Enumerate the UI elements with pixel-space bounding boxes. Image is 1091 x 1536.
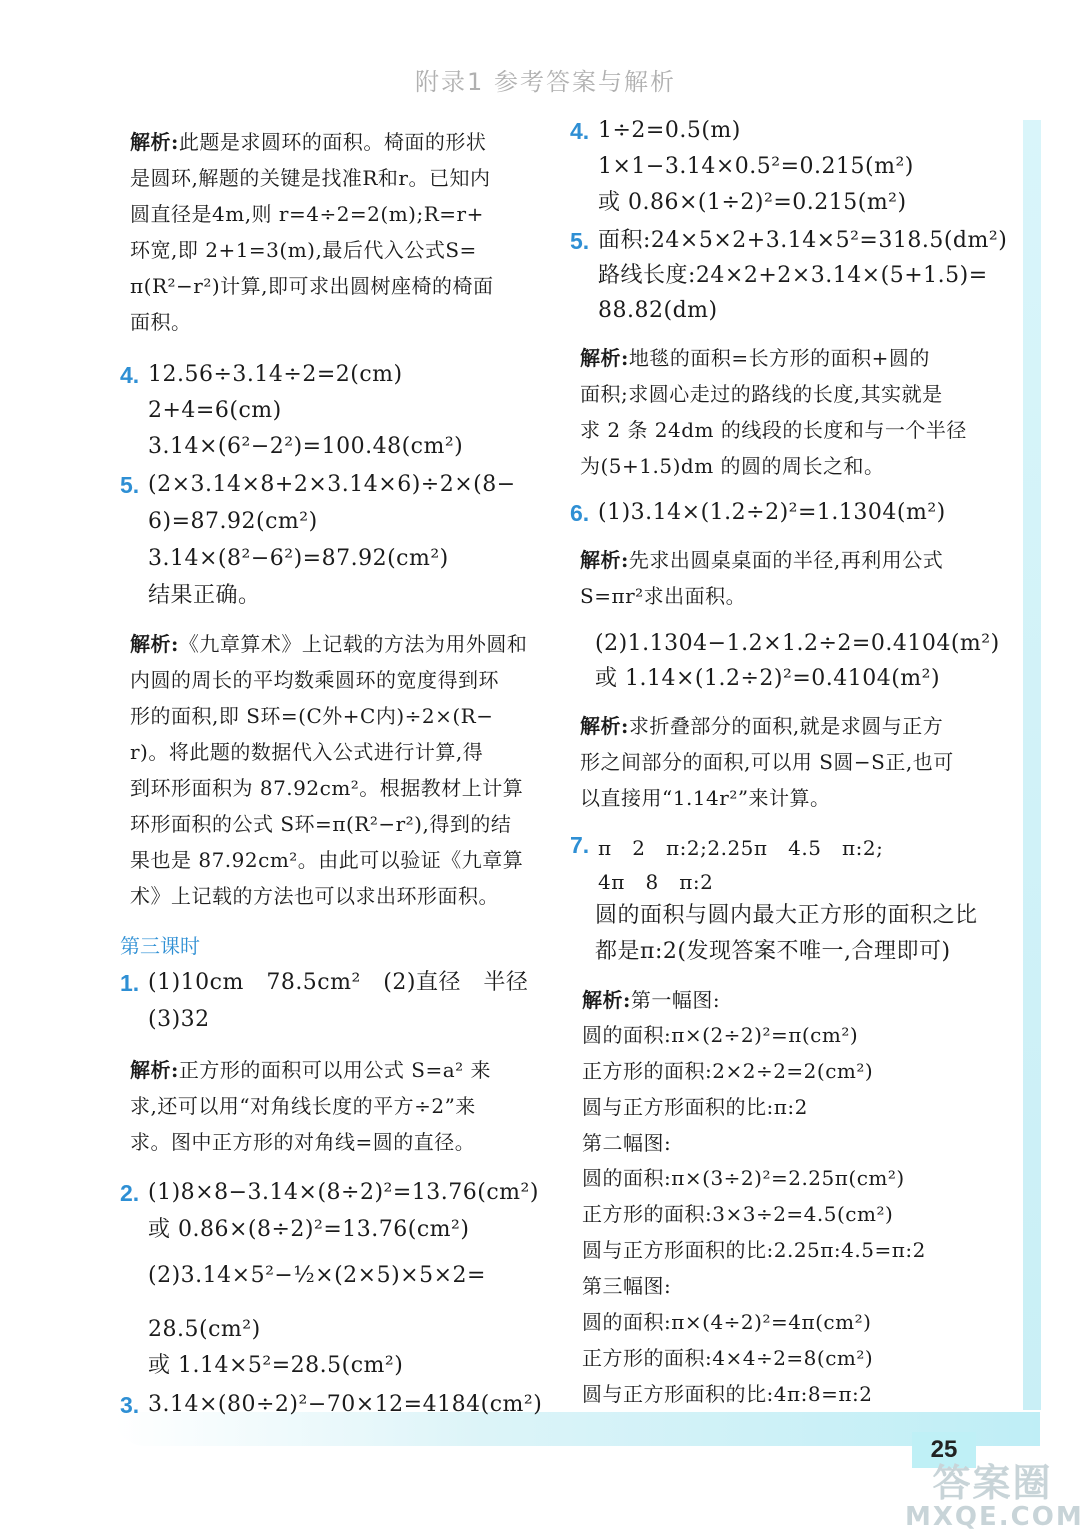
analysis-line: π(R²−r²)计算,即可求出圆树座椅的椅面	[130, 274, 494, 298]
answer-line: 3.14×(80÷2)²−70×12=4184(cm²)	[148, 1392, 543, 1417]
answer-line: π 2 π:2;2.25π 4.5 π:2;	[598, 836, 884, 860]
section-title: 第三课时	[120, 934, 200, 958]
analysis-line: 正方形的面积:4×4÷2=8(cm²)	[582, 1346, 874, 1370]
answer-line: (3)32	[148, 1007, 210, 1032]
analysis-label: 解析:	[580, 548, 629, 572]
analysis-line: 圆的面积:π×(2÷2)²=π(cm²)	[582, 1023, 859, 1047]
answer-line: 6)=87.92(cm²)	[148, 509, 318, 534]
answer-line: 28.5(cm²)	[148, 1317, 261, 1342]
analysis-line: 果也是 87.92cm²。由此可以验证《九章算	[130, 848, 524, 872]
analysis-line: 是圆环,解题的关键是找准R和r。已知内	[130, 166, 491, 190]
watermark-url: MXQE.COM	[905, 1502, 1084, 1532]
analysis-line: 形的面积,即 S环=(C外+C内)÷2×(R−	[130, 704, 494, 728]
site-watermark	[905, 1461, 1084, 1532]
answer-line: 或 1.14×(1.2÷2)²=0.4104(m²)	[595, 666, 941, 691]
answer-line: (2)1.1304−1.2×1.2÷2=0.4104(m²)	[595, 631, 1000, 656]
analysis-line: 求,还可以用“对角线长度的平方÷2”来	[130, 1094, 476, 1118]
question-number: 4.	[120, 362, 140, 388]
analysis-line: 内圆的周长的平均数乘圆环的宽度得到环	[130, 668, 499, 692]
answer-line: 都是π:2(发现答案不唯一,合理即可)	[595, 939, 951, 964]
analysis-line: 解析:正方形的面积可以用公式 S=a² 来	[130, 1058, 492, 1082]
watermark-logo-text: 答案圈	[932, 1461, 1053, 1505]
answer-line: 或 1.14×5²=28.5(cm²)	[148, 1353, 404, 1378]
analysis-label: 解析:	[580, 714, 629, 738]
analysis-line: 圆直径是4m,则 r=4÷2=2(m);R=r+	[130, 202, 484, 226]
question-number: 4.	[570, 118, 590, 144]
analysis-line: 术》上记载的方法也可以求出环形面积。	[130, 884, 499, 908]
answer-line: 结果正确。	[148, 583, 261, 608]
analysis-line: 圆与正方形面积的比:2.25π:4.5=π:2	[582, 1238, 926, 1262]
question-number: 2.	[120, 1180, 140, 1206]
analysis-line: S=πr²求出面积。	[580, 584, 747, 608]
answer-line: 1×1−3.14×0.5²=0.215(m²)	[598, 154, 914, 179]
analysis-label: 解析:	[130, 130, 179, 154]
analysis-line: 环宽,即 2+1=3(m),最后代入公式S=	[130, 238, 477, 262]
question-number: 5.	[120, 472, 140, 498]
question-number: 5.	[570, 228, 590, 254]
answer-line: 3.14×(6²−2²)=100.48(cm²)	[148, 434, 464, 459]
analysis-label: 解析:	[580, 346, 629, 370]
analysis-line: 第三幅图:	[582, 1274, 672, 1298]
analysis-line: 解析:先求出圆桌桌面的半径,再利用公式	[580, 548, 944, 572]
analysis-line: 圆的面积:π×(4÷2)²=4π(cm²)	[582, 1310, 872, 1334]
analysis-line: 解析:此题是求圆环的面积。椅面的形状	[130, 130, 487, 154]
decorative-side-band	[1023, 120, 1041, 1410]
question-number: 7.	[570, 832, 590, 858]
analysis-line: 求 2 条 24dm 的线段的长度和与一个半径	[580, 418, 967, 442]
analysis-line: r)。将此题的数据代入公式进行计算,得	[130, 740, 484, 764]
analysis-line: 圆与正方形面积的比:4π:8=π:2	[582, 1382, 873, 1406]
analysis-line: 圆的面积:π×(3÷2)²=2.25π(cm²)	[582, 1166, 905, 1190]
answer-line: 2+4=6(cm)	[148, 398, 282, 423]
answer-line: (1)8×8−3.14×(8÷2)²=13.76(cm²)	[148, 1180, 539, 1205]
answer-line: 或 0.86×(8÷2)²=13.76(cm²)	[148, 1217, 470, 1242]
answer-line: (1)3.14×(1.2÷2)²=1.1304(m²)	[598, 500, 946, 525]
analysis-line: 圆与正方形面积的比:π:2	[582, 1095, 808, 1119]
answer-line: 4π 8 π:2	[598, 870, 714, 894]
question-number: 6.	[570, 500, 590, 526]
answer-line: 88.82(dm)	[598, 298, 718, 323]
analysis-line: 解析:《九章算术》上记载的方法为用外圆和	[130, 632, 528, 656]
question-number: 1.	[120, 970, 140, 996]
answer-line: 3.14×(8²−6²)=87.92(cm²)	[148, 546, 449, 571]
analysis-line: 解析:求折叠部分的面积,就是求圆与正方	[580, 714, 944, 738]
analysis-label: 解析:	[130, 1058, 179, 1082]
page-header: 附录1 参考答案与解析	[415, 68, 676, 96]
answer-line: 面积:24×5×2+3.14×5²=318.5(dm²)	[598, 228, 1008, 253]
analysis-line: 正方形的面积:3×3÷2=4.5(cm²)	[582, 1202, 894, 1226]
answer-line: 12.56÷3.14÷2=2(cm)	[148, 362, 403, 387]
answer-line: 或 0.86×(1÷2)²=0.215(m²)	[598, 190, 907, 215]
analysis-line: 解析:第一幅图:	[582, 988, 721, 1012]
analysis-line: 环形面积的公式 S环=π(R²−r²),得到的结	[130, 812, 512, 836]
analysis-line: 到环形面积为 87.92cm²。根据教材上计算	[130, 776, 524, 800]
answer-line: 路线长度:24×2+2×3.14×(5+1.5)=	[598, 263, 988, 288]
question-number: 3.	[120, 1392, 140, 1418]
analysis-line: 面积;求圆心走过的路线的长度,其实就是	[580, 382, 943, 406]
analysis-line: 正方形的面积:2×2÷2=2(cm²)	[582, 1059, 874, 1083]
answer-line: (2)3.14×5²−½×(2×5)×5×2=	[148, 1263, 486, 1288]
answer-line: 圆的面积与圆内最大正方形的面积之比	[595, 903, 978, 928]
answer-line: (2×3.14×8+2×3.14×6)÷2×(8−	[148, 472, 516, 497]
answer-line: 1÷2=0.5(m)	[598, 118, 741, 143]
analysis-label: 解析:	[582, 988, 631, 1012]
analysis-line: 为(5+1.5)dm 的圆的周长之和。	[580, 454, 885, 478]
analysis-label: 解析:	[130, 632, 179, 656]
page-number: 25	[912, 1432, 976, 1468]
analysis-line: 第二幅图:	[582, 1131, 672, 1155]
analysis-line: 形之间部分的面积,可以用 S圆−S正,也可	[580, 750, 954, 774]
analysis-line: 求。图中正方形的对角线=圆的直径。	[130, 1130, 476, 1154]
analysis-line: 以直接用“1.14r²”来计算。	[580, 786, 831, 810]
answer-line: (1)10cm 78.5cm² (2)直径 半径	[148, 970, 529, 995]
analysis-line: 面积。	[130, 310, 192, 334]
analysis-line: 解析:地毯的面积=长方形的面积+圆的	[580, 346, 930, 370]
